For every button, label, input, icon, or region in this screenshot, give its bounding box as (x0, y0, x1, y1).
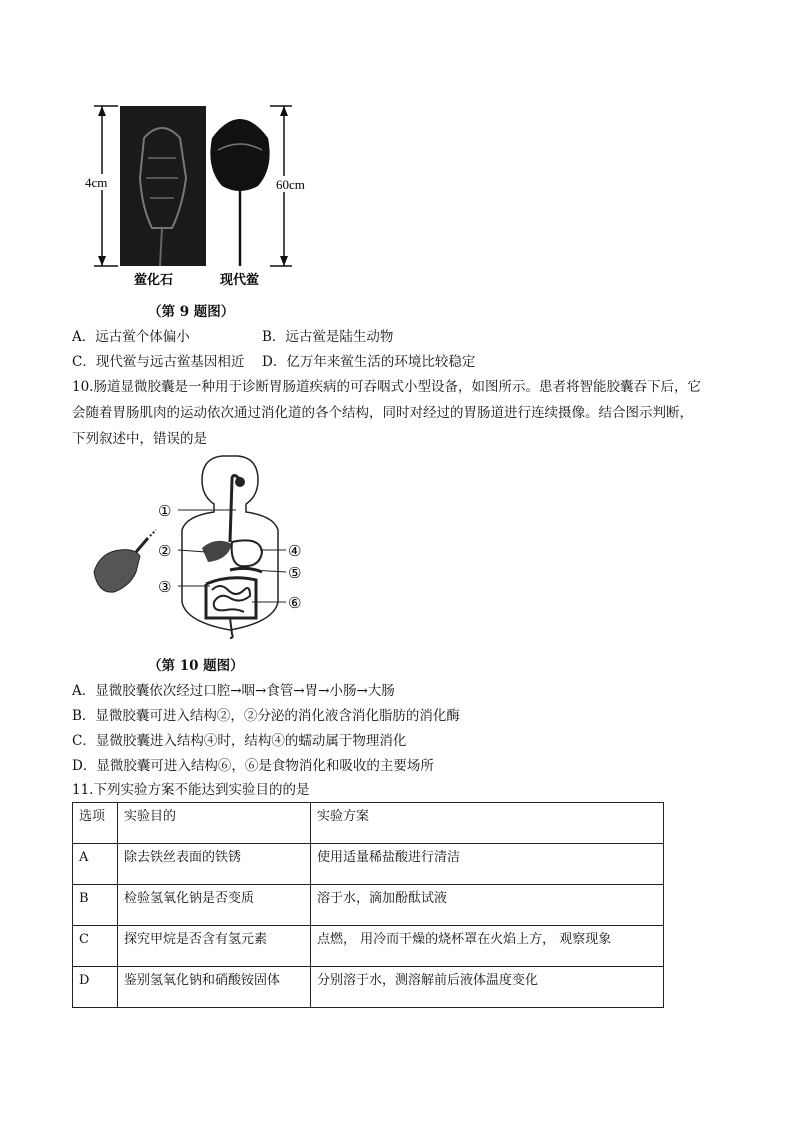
q10-stem-line-2: 会随着胃肠肌肉的运动依次通过消化道的各个结构，同时对经过的胃肠道进行连续摄像。结合图示判断， (72, 405, 693, 421)
figure-9-horseshoe-crab (82, 98, 312, 298)
q10-option-c: C．显微胶囊进入结构④时，结构④的蠕动属于物理消化 (72, 733, 407, 749)
table-row (73, 844, 664, 885)
modern-crab-image (210, 119, 269, 266)
q10-stem-line-3: 下列叙述中，错误的是 (72, 431, 207, 447)
figure-10-caption: （第 10 题图） (148, 658, 244, 674)
row-a-purpose: 除去铁丝表面的铁锈 (118, 844, 311, 885)
row-a-plan: 使用适量稀盐酸进行清洁 (311, 844, 664, 885)
row-c-plan: 点燃， 用冷而干燥的烧杯罩在火焰上方， 观察现象 (311, 926, 664, 967)
fig10-marker-4: ④ (288, 542, 302, 560)
row-a-option: A (73, 844, 118, 885)
fossil-image (120, 106, 206, 266)
q9-option-c: C．现代鲎与远古鲎基因相近 (72, 354, 245, 370)
q9-option-a: A．远古鲎个体偏小 (72, 329, 190, 345)
fig10-marker-3: ③ (158, 578, 172, 596)
table-header-row (73, 803, 664, 844)
figure-10-digestive-system (90, 452, 320, 642)
q10-option-d: D．显微胶囊可进入结构⑥，⑥是食物消化和吸收的主要场所 (72, 758, 434, 774)
fig9-label-fossil: 鲎化石 (134, 273, 174, 288)
fig10-marker-2: ② (158, 542, 172, 560)
header-option: 选项 (73, 803, 118, 844)
row-c-option: C (73, 926, 118, 967)
row-d-option: D (73, 967, 118, 1008)
fig9-dim-left: 4cm (85, 175, 108, 190)
row-b-purpose: 检验氢氧化钠是否变质 (118, 885, 311, 926)
row-d-plan: 分别溶于水，测溶解前后液体温度变化 (311, 967, 664, 1008)
fig9-label-modern: 现代鲎 (220, 273, 260, 288)
table-row (73, 926, 664, 967)
fig10-marker-5: ⑤ (288, 564, 302, 582)
row-c-purpose: 探究甲烷是否含有氢元素 (118, 926, 311, 967)
header-plan: 实验方案 (311, 803, 664, 844)
row-d-purpose: 鉴别氢氧化钠和硝酸铵固体 (118, 967, 311, 1008)
fig9-dim-right: 60cm (276, 177, 305, 192)
fig10-marker-6: ⑥ (288, 594, 302, 612)
q11-options-table (72, 802, 664, 1008)
fig10-marker-1: ① (158, 502, 172, 520)
table-row (73, 885, 664, 926)
q10-stem-line-1: 10.肠道显微胶囊是一种用于诊断胃肠道疾病的可吞咽式小型设备，如图所示。患者将智能胶囊吞下后，它 (72, 379, 701, 395)
row-b-plan: 溶于水，滴加酚酞试液 (311, 885, 664, 926)
q10-option-a: A．显微胶囊依次经过口腔→咽→食管→胃→小肠→大肠 (72, 683, 395, 699)
q11-stem: 11.下列实验方案不能达到实验目的的是 (72, 782, 310, 798)
figure-9-caption: （第 9 题图） (148, 304, 235, 320)
row-b-option: B (73, 885, 118, 926)
q9-option-d: D．亿万年来鲎生活的环境比较稳定 (262, 354, 476, 370)
q10-option-b: B．显微胶囊可进入结构②，②分泌的消化液含消化脂肪的消化酶 (72, 708, 460, 724)
header-purpose: 实验目的 (118, 803, 311, 844)
q9-option-b: B．远古鲎是陆生动物 (262, 329, 394, 345)
table-row (73, 967, 664, 1008)
